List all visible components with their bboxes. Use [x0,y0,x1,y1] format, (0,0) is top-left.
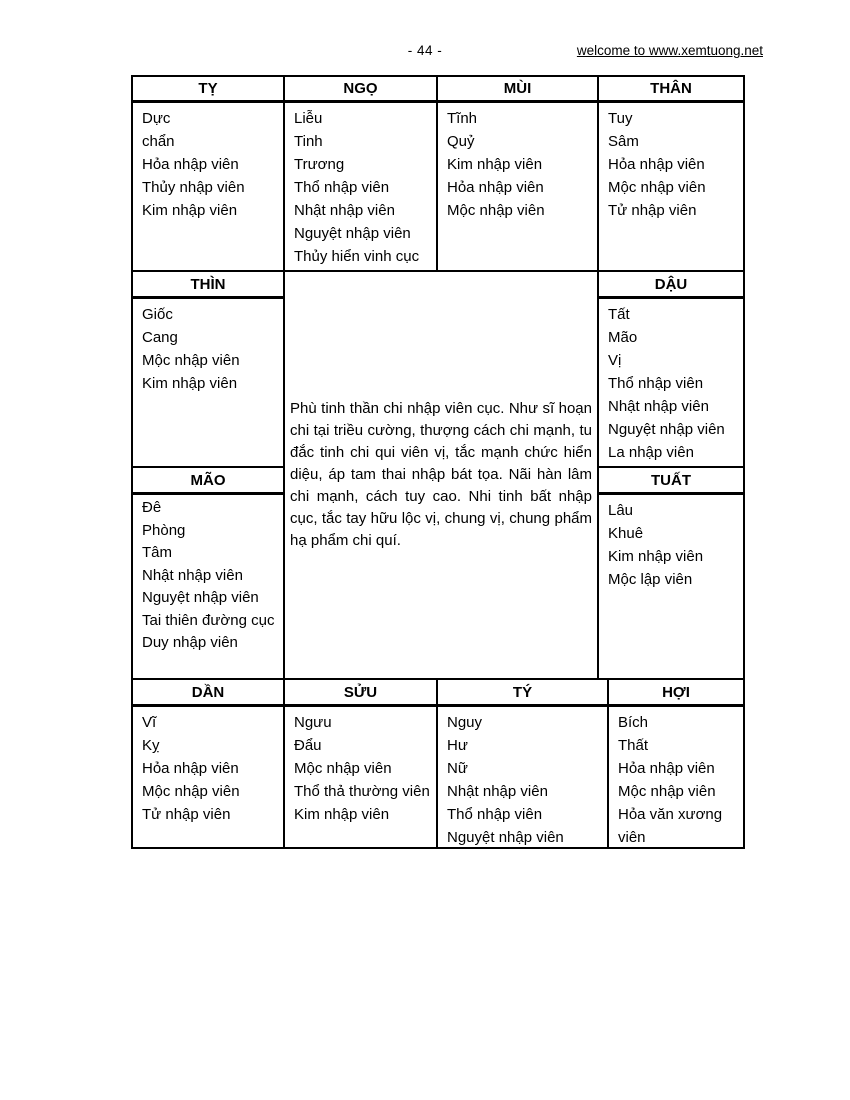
star-list-item: Khuê [608,525,644,542]
star-list-item: Mộc nhập viên [142,352,240,369]
palace-cell-ngo [285,103,438,272]
star-list-item: Phòng [142,521,186,539]
star-list-item: Mộc nhập viên [294,760,392,777]
star-list-item: Nguy [447,714,483,731]
center-commentary-cell [285,272,599,680]
page-number: - 44 - [407,43,443,58]
star-list-item: Mộc nhập viên [142,783,240,800]
palace-cell-mao [133,495,285,680]
star-list-item: Kỵ [142,737,160,754]
star-list-item: Mão [608,329,638,346]
star-list-item: Duy nhập viên [142,634,238,651]
star-list-item: Hư [447,737,468,754]
star-list-item: Mộc nhập viên [618,783,716,800]
page-header [0,43,850,61]
star-list-item: Thất [618,737,649,754]
palace-cell-ty2 [438,707,609,847]
palace-header-ngo: NGỌ [285,77,438,103]
star-list-item: Thổ nhập viên [294,179,390,196]
palace-header-dan: DẦN [133,680,285,707]
star-list-item: Nguyệt nhập viên [447,829,564,846]
palace-cell-dau [599,299,743,468]
star-list-item: Tinh [294,133,323,150]
palace-header-thin: THÌN [133,272,285,299]
star-list-item: Mộc lập viên [608,571,693,588]
star-list-item: Kim nhập viên [142,202,238,219]
palace-header-ty2: TÝ [438,680,609,707]
star-list-item: Ngưu [294,714,332,731]
star-list-item: Bích [618,714,649,731]
star-list-item: Quỷ [447,133,475,150]
star-list-item: Hỏa nhập viên [142,760,239,777]
star-list-item: Nguyệt nhập viên [142,589,259,606]
star-list-item: Kim nhập viên [142,375,238,392]
palace-cell-ty [133,103,285,272]
palace-header-ty: TỴ [133,77,285,103]
palace-cell-suu [285,707,438,847]
star-list-item: Tâm [142,544,172,561]
star-list-item: Thổ nhập viên [608,375,704,392]
star-list-item: Thủy nhập viên [142,179,245,196]
star-list-item: Hỏa nhập viên [618,760,715,777]
star-list-item: Kim nhập viên [294,806,390,823]
palace-header-tuat: TUẤT [599,468,743,495]
palace-cell-than [599,103,743,272]
star-list-item: Nhật nhập viên [447,783,548,800]
star-list-item: Giốc [142,306,173,323]
star-list-item: Dực [142,110,171,127]
palace-header-than: THÂN [599,77,743,103]
star-list-item: Đẩu [294,737,322,754]
star-list-item: Liễu [294,110,323,127]
star-list-item: Kim nhập viên [608,548,704,565]
star-list-item: Nguyệt nhập viên [294,225,411,242]
star-list-item: Tất [608,306,630,323]
palace-header-dau: DẬU [599,272,743,299]
star-list-item: Mộc nhập viên [447,202,545,219]
palace-header-suu: SỬU [285,680,438,707]
palace-cell-dan [133,707,285,847]
star-list-item: La nhập viên [608,444,694,461]
star-list-item: Hỏa văn xương viên [618,806,723,846]
star-list-item: Nguyệt nhập viên [608,421,725,438]
star-list-item: Nữ [447,760,468,777]
star-list-item: Tai thiên đường cục [142,611,275,629]
palace-header-hoi: HỢI [609,680,743,707]
star-list-item: Thổ thả thường viên [294,783,430,800]
star-list-item: Kim nhập viên [447,156,543,173]
star-list-item: Mộc nhập viên [608,179,706,196]
star-list-item: Đê [142,499,162,516]
palace-header-mao: MÃO [133,468,285,495]
star-list-item: Trương [294,156,345,173]
star-list-item: Nhật nhập viên [294,202,395,219]
star-list-item: Thổ nhập viên [447,806,543,823]
star-list-item: Vĩ [142,714,157,731]
center-commentary-text: Phù tinh thần chi nhập viên cục. Như sĩ hoạn chi tại triều cường, thượng cách chi mạnh, tu đắc tinh chi qui viên vị, tắc mạnh chức hiển diệu, áp tam thai nhập bát tọa. Nãi hàn lâm chi mạnh, cách tuy cao. Nhi tinh bất nhập cục, tắc tay hữu lộc vị, chung vị, chung phẩm hạ phẩm chi quí. [290,400,592,549]
palace-cell-mui [438,103,599,272]
star-list-item: chẩn [142,133,175,150]
star-list-item: Vị [608,352,622,369]
star-list-item: Nhật nhập viên [608,398,709,415]
star-list-item: Thủy hiển vinh cục [294,248,420,265]
star-list-item: Cang [142,329,178,346]
site-link[interactable]: welcome to www.xemtuong.net [576,43,763,58]
star-list-item: Tử nhập viên [608,202,697,219]
star-list-item: Tử nhập viên [142,806,231,823]
palace-header-mui: MÙI [438,77,599,103]
star-list-item: Sâm [608,133,639,150]
star-list-item: Hỏa nhập viên [447,179,544,196]
astrology-palace-table [131,75,745,849]
star-list-item: Hỏa nhập viên [142,156,239,173]
star-list-item: Lâu [608,502,634,519]
palace-cell-hoi [609,707,743,847]
palace-cell-thin [133,299,285,468]
star-list-item: Hỏa nhập viên [608,156,705,173]
star-list-item: Nhật nhập viên [142,566,243,584]
star-list-item: Tĩnh [447,110,478,127]
star-list-item: Tuy [608,110,633,127]
palace-cell-tuat [599,495,743,680]
